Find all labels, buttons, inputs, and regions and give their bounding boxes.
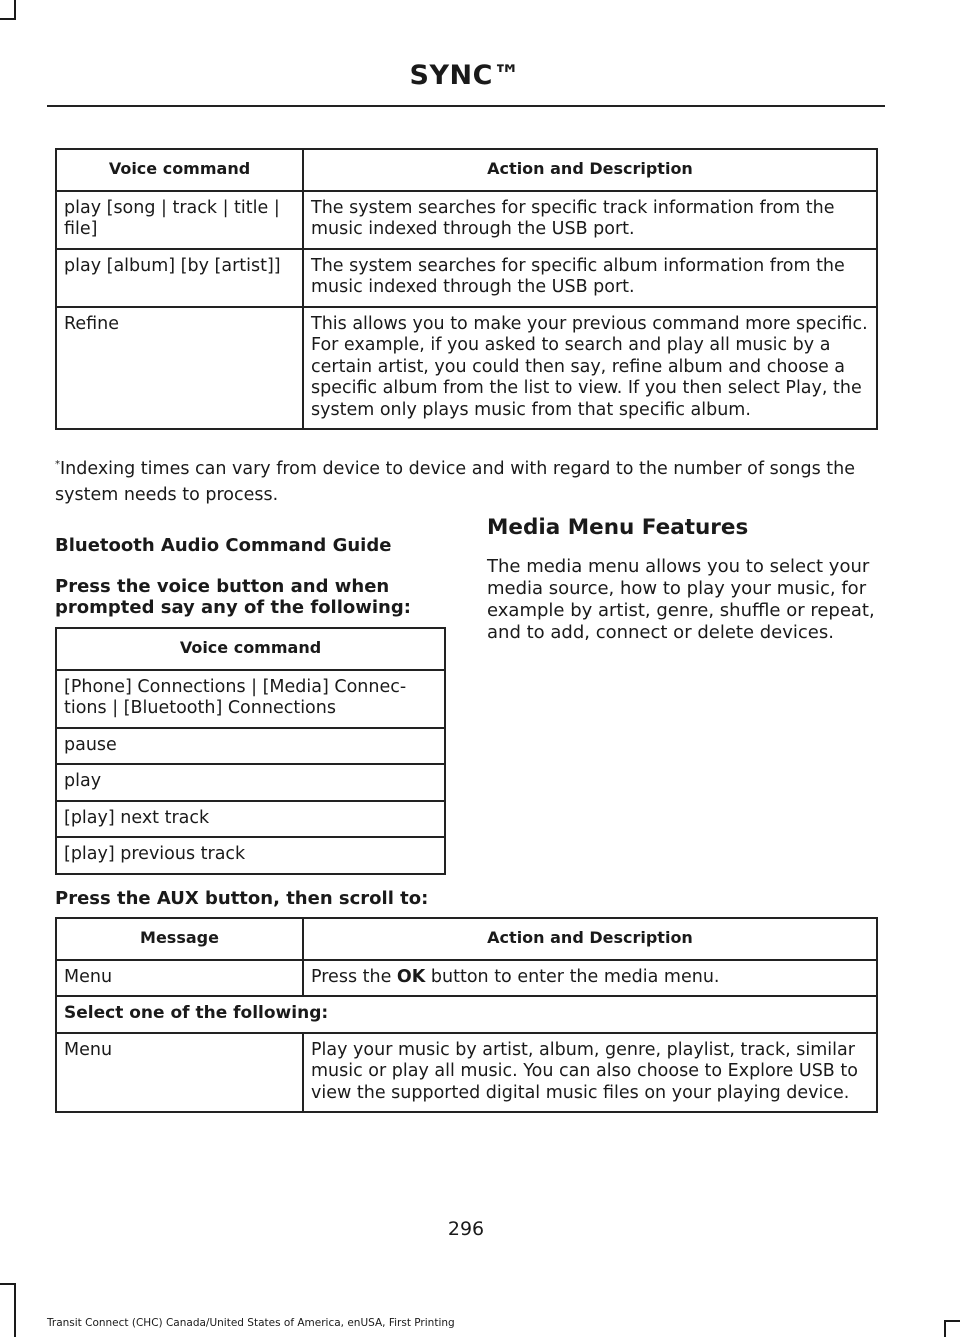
aux-instruction: Press the AUX button, then scroll to: bbox=[55, 888, 429, 909]
table-section-heading: Select one of the following: bbox=[56, 996, 877, 1033]
voice-command-cell: play [song | track | title | file] bbox=[56, 191, 303, 249]
description-text: Press the bbox=[311, 966, 397, 987]
description-cell: The system searches for specific track information from the music indexed through the USB port. bbox=[303, 191, 877, 249]
crop-mark bbox=[944, 1320, 946, 1337]
table-header-row bbox=[56, 628, 445, 670]
page-number: 296 bbox=[447, 1218, 485, 1240]
table-row bbox=[56, 801, 445, 838]
table-row bbox=[56, 764, 445, 801]
column-header: Voice command bbox=[56, 149, 303, 191]
crop-mark bbox=[14, 0, 16, 20]
indexing-footnote bbox=[55, 452, 885, 508]
description-cell: Play your music by artist, album, genre, playlist, track, similar music or play all music. You can also choose to Explore USB to view the supported digital music files on your playing device. bbox=[303, 1033, 877, 1113]
table-row bbox=[56, 837, 445, 874]
description-text: button to enter the media menu. bbox=[425, 966, 720, 987]
message-cell: Menu bbox=[56, 1033, 303, 1113]
header-divider bbox=[47, 105, 885, 107]
media-menu-paragraph: The media menu allows you to select your media source, how to play your music, for example by artist, genre, shuffle or repeat, and to add, connect or delete devices. bbox=[487, 556, 875, 643]
table-row bbox=[56, 670, 445, 728]
voice-command-cell: play [album] [by [artist]] bbox=[56, 249, 303, 307]
ok-button-label: OK bbox=[396, 966, 426, 987]
table-row bbox=[56, 191, 877, 249]
voice-command-cell: pause bbox=[56, 728, 445, 765]
description-cell: The system searches for specific album information from the music indexed through the USB port. bbox=[303, 249, 877, 307]
message-cell: Menu bbox=[56, 960, 303, 997]
aux-menu-table bbox=[55, 917, 878, 1113]
description-cell: This allows you to make your previous command more specific. For example, if you asked to search and play all music by a certain artist, you could then say, refine album and choose a specific album from the list to view. If you then select Play, the system only plays music from that specific album. bbox=[303, 307, 877, 430]
crop-mark bbox=[14, 1283, 16, 1337]
table-header-row bbox=[56, 918, 877, 960]
column-header: Message bbox=[56, 918, 303, 960]
table-row bbox=[56, 996, 877, 1033]
bluetooth-instruction: Press the voice button and when prompted say any of the following: bbox=[55, 576, 411, 618]
table-row bbox=[56, 728, 445, 765]
column-header: Voice command bbox=[56, 628, 445, 670]
table-row bbox=[56, 960, 877, 997]
bluetooth-commands-table bbox=[55, 627, 446, 875]
table-header-row bbox=[56, 149, 877, 191]
table-row bbox=[56, 249, 877, 307]
voice-command-cell: [play] next track bbox=[56, 801, 445, 838]
voice-command-cell: Refine bbox=[56, 307, 303, 430]
footnote-text: Indexing times can vary from device to device and with regard to the number of songs the system needs to process. bbox=[55, 458, 855, 505]
table-row bbox=[56, 1033, 877, 1113]
track-commands-table bbox=[55, 148, 878, 430]
voice-command-cell: [Phone] Connections | [Media] Connec-tions | [Bluetooth] Connections bbox=[56, 670, 445, 728]
table-row bbox=[56, 307, 877, 430]
footer-text: Transit Connect (CHC) Canada/United States of America, enUSA, First Printing bbox=[47, 1317, 455, 1329]
voice-command-cell: [play] previous track bbox=[56, 837, 445, 874]
crop-mark bbox=[944, 1320, 960, 1322]
media-menu-heading: Media Menu Features bbox=[487, 515, 749, 540]
bluetooth-heading: Bluetooth Audio Command Guide bbox=[55, 535, 392, 556]
crop-mark bbox=[0, 1283, 16, 1285]
crop-mark bbox=[0, 18, 16, 20]
footnote-marker: * bbox=[55, 459, 60, 470]
voice-command-cell: play bbox=[56, 764, 445, 801]
column-header: Action and Description bbox=[303, 918, 877, 960]
description-cell bbox=[303, 960, 877, 997]
page-header-title: SYNC™ bbox=[409, 60, 521, 91]
column-header: Action and Description bbox=[303, 149, 877, 191]
